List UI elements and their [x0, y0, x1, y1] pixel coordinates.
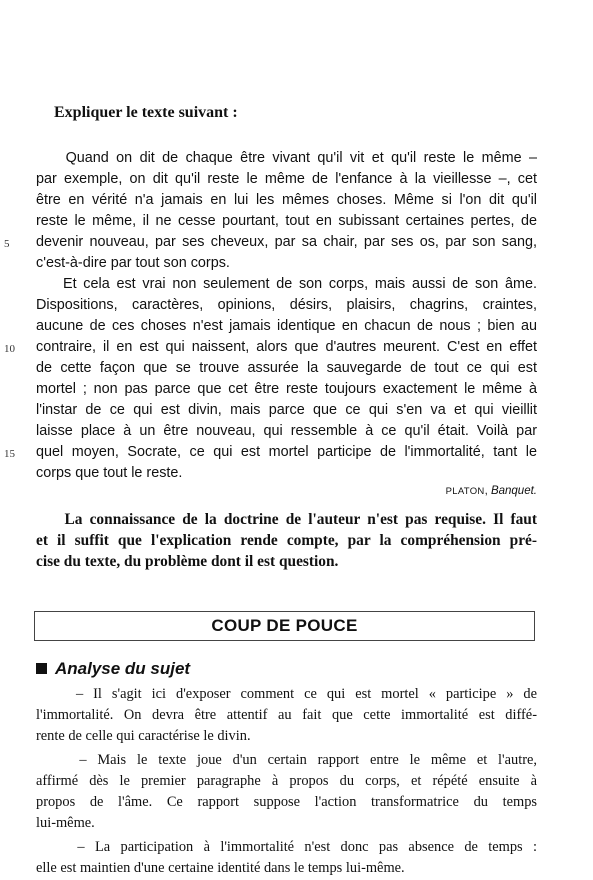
passage-line: Et cela est vrai non seulement de son corps, mais aussi de son âme.: [36, 276, 537, 292]
analysis-heading-label: Analyse du sujet: [55, 659, 191, 678]
passage-line: l'instar de ce qui est divin, mais parce que ce qui s'en va et qui vieillit: [36, 402, 537, 418]
passage-line: mortel ; non pas parce que cet être reste toujours exactement le même à: [36, 381, 537, 397]
passage-line: Dispositions, caractères, opinions, désirs, plaisirs, chagrins, craintes,: [36, 297, 537, 313]
square-bullet-icon: [36, 663, 47, 674]
analysis-heading: [36, 659, 190, 679]
exercise-heading: Expliquer le texte suivant :: [54, 104, 238, 121]
analysis-line: elle est maintien d'une certaine identité dans le temps lui-même.: [36, 860, 405, 876]
passage-line: laisse place à un être nouveau, qui ressemble à ce qu'il était. Voilà par: [36, 423, 537, 439]
passage-line: contraire, il en est qui naissent, alors que d'autres meurent. C'est en effet: [36, 339, 537, 355]
passage-line: devenir nouveau, par ses cheveux, par sa chair, par ses os, par son sang,: [36, 234, 537, 250]
analysis-line: affirmé dès le premier paragraphe à propos du corps, et répété ensuite à: [36, 773, 537, 789]
passage-line: de cette façon que se trouve assurée la sauvegarde de tout ce qui est: [36, 360, 537, 376]
analysis-line: – Mais le texte joue d'un certain rapport entre le même et l'autre,: [36, 752, 537, 768]
tip-box: [34, 611, 535, 641]
tip-box-title: COUP DE POUCE: [211, 616, 358, 635]
passage-line: par exemple, on dit qu'il reste le même de l'enfance à la vieillesse –, cet: [36, 171, 537, 187]
passage-line: Quand on dit de chaque être vivant qu'il vit et qu'il reste le même –: [36, 150, 537, 166]
line-number: 15: [4, 448, 15, 460]
passage-line: quel moyen, Socrate, ce qui est mortel participe de l'immortalité, tant le: [36, 444, 537, 460]
source-attribution: PLATON, Banquet.: [445, 485, 537, 497]
line-number: 10: [4, 343, 15, 355]
analysis-line: lui-même.: [36, 815, 95, 831]
analysis-line: – Il s'agit ici d'exposer comment ce qui est mortel « participe » de: [36, 686, 537, 702]
analysis-line: – La participation à l'immortalité n'est donc pas absence de temps :: [36, 839, 537, 855]
analysis-line: propos de l'âme. Ce rapport suppose l'action transformatrice du temps: [36, 794, 537, 810]
instruction-line: cise du texte, du problème dont il est question.: [36, 553, 339, 570]
passage-line: aucune de ces choses n'est jamais identique en chacun de nous ; bien au: [36, 318, 537, 334]
analysis-line: rente de celle qui caractérise le divin.: [36, 728, 251, 744]
passage-line: corps que tout le reste.: [36, 465, 183, 481]
work-title: Banquet.: [490, 485, 537, 497]
instruction-line: et il suffit que l'explication rende compte, par la compréhension pré-: [36, 532, 537, 549]
line-number: 5: [4, 238, 10, 250]
passage-line: reste le même, il ne cesse pourtant, tout en subissant certaines pertes, de: [36, 213, 537, 229]
passage-line: être en vérité n'a jamais en lui les mêmes choses. Même si l'on dit qu'il: [36, 192, 537, 208]
analysis-line: l'immortalité. On devra être attentif au fait que cette immortalité est diffé-: [36, 707, 537, 723]
author-name: PLATON: [445, 486, 485, 497]
instruction-line: La connaissance de la doctrine de l'auteur n'est pas requise. Il faut: [36, 511, 537, 528]
passage-line: c'est-à-dire par tout son corps.: [36, 255, 230, 271]
